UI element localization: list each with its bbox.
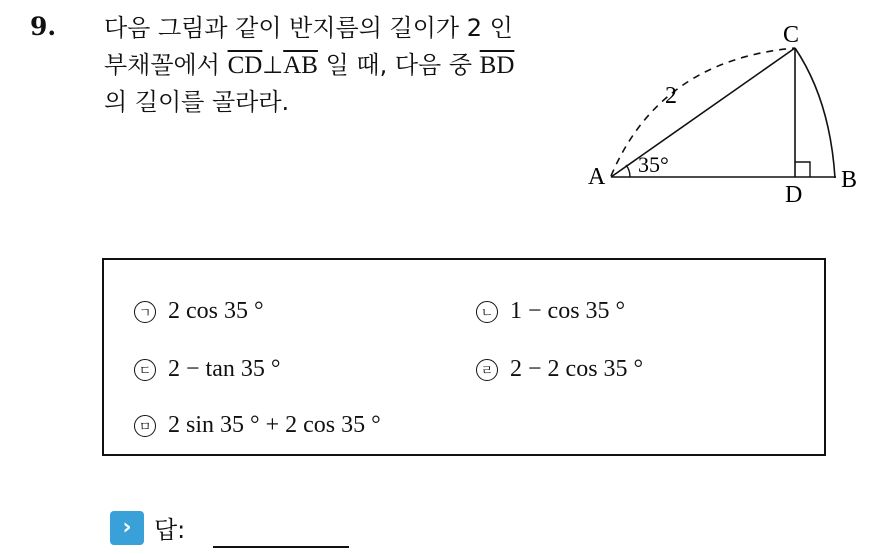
choice-mark-5: ㅁ (134, 415, 156, 437)
chevron-right-icon: › (110, 511, 144, 545)
angle-arc (626, 165, 630, 177)
arc-cb (795, 48, 835, 178)
question-line-2 (104, 47, 564, 84)
segment-cd: $\overline{CD}$ (227, 52, 263, 79)
choice-1[interactable] (134, 298, 264, 325)
answer-label: 답: (154, 516, 186, 544)
choice-text-3: 2 − tan 35 ° (168, 356, 281, 382)
label-c: C (783, 22, 800, 48)
segment-bd: $\overline{BD}$ (479, 52, 515, 79)
question-line-1: 다음 그림과 같이 반지름의 길이가 2 인 (104, 14, 513, 42)
choice-text-1: 2 cos 35 ° (168, 298, 264, 324)
angle-label: 35° (638, 152, 669, 177)
choice-5[interactable] (134, 412, 381, 439)
perpendicular-symbol: ⊥ (262, 51, 284, 79)
choice-mark-3: ㄷ (134, 359, 156, 381)
choice-3[interactable] (134, 356, 280, 383)
sector-figure (580, 18, 870, 208)
choice-mark-1: ㄱ (134, 301, 156, 323)
choice-mark-4: ㄹ (476, 359, 498, 381)
label-a: A (588, 164, 606, 190)
question-line-3: 의 길이를 골라라. (104, 88, 290, 116)
choices-box (102, 258, 826, 456)
label-b: B (841, 167, 858, 193)
question-line-2-mid: 일 때, 다음 중 (317, 51, 480, 79)
choice-mark-2: ㄴ (476, 301, 498, 323)
right-angle-mark (795, 162, 810, 177)
label-d: D (785, 182, 803, 208)
choice-text-4: 2 − 2 cos 35 ° (510, 356, 644, 382)
question-line-2-start: 부채꼴에서 (104, 51, 228, 79)
question-number: 9. (30, 12, 57, 41)
segment-ab: $\overline{AB}$ (283, 52, 318, 79)
choice-2[interactable] (476, 298, 625, 325)
choice-text-5: 2 sin 35 ° + 2 cos 35 ° (168, 412, 381, 438)
choice-text-2: 1 − cos 35 ° (510, 298, 626, 324)
radius-label: 2 (665, 83, 677, 109)
answer-blank[interactable] (213, 546, 349, 548)
answer-area (110, 510, 185, 545)
choice-4[interactable] (476, 356, 643, 383)
question-text (104, 10, 564, 121)
